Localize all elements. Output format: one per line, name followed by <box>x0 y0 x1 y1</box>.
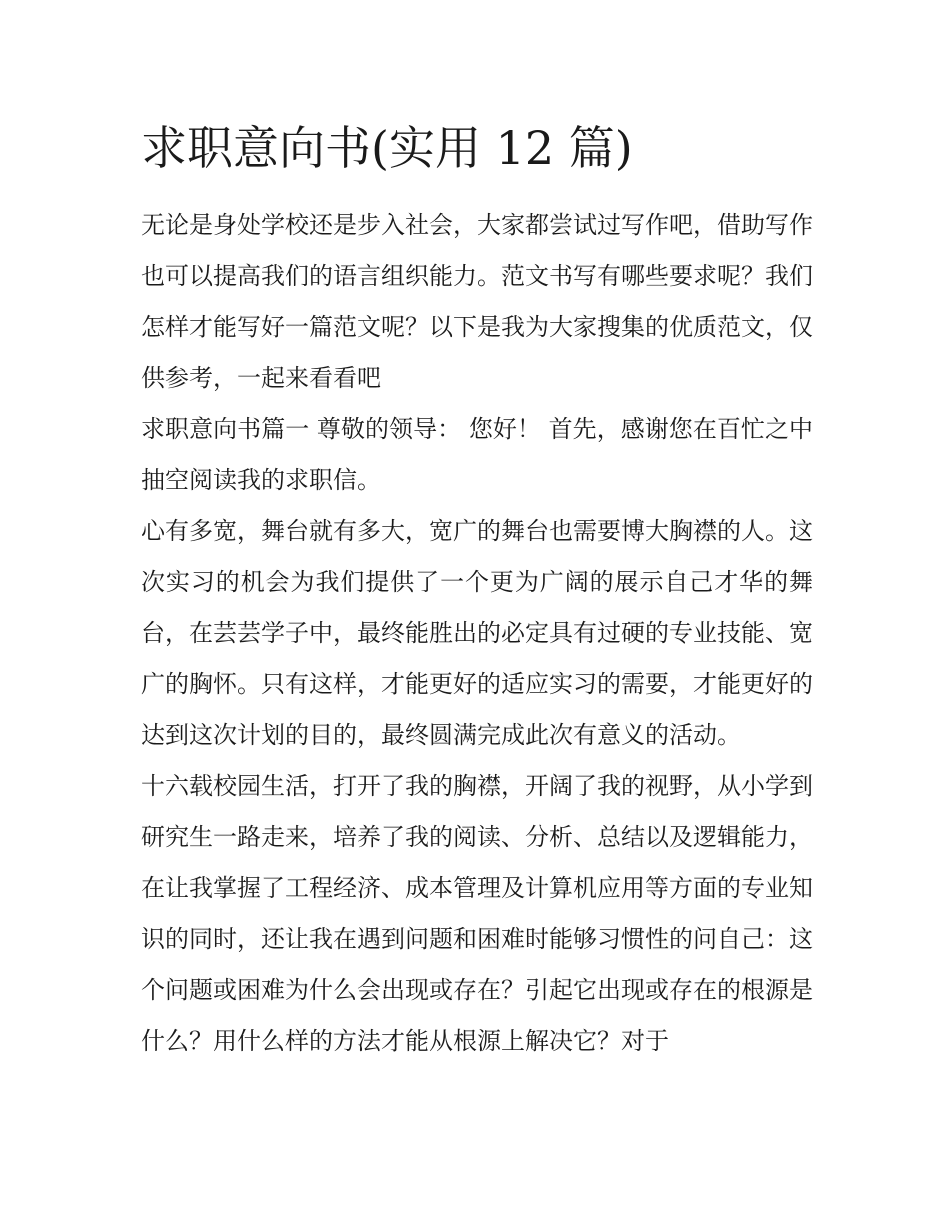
document-title: 求职意向书(实用 12 篇) <box>141 121 633 175</box>
document-body <box>141 112 813 1067</box>
body-paragraph: 心有多宽，舞台就有多大，宽广的舞台也需要博大胸襟的人。这次实习的机会为我们提供了一个更为广阔的展示自己才华的舞台，在芸芸学子中，最终能胜出的必定具有过硬的专业技能、宽广的胸怀。只有这样，才能更好的适应实习的需要，才能更好的达到这次计划的目的，最终圆满完成此次有意义的活动。 <box>141 517 813 749</box>
intro-paragraph: 无论是身处学校还是步入社会，大家都尝试过写作吧，借助写作也可以提高我们的语言组织能力。范文书写有哪些要求呢？我们怎样才能写好一篇范文呢？以下是我为大家搜集的优质范文，仅供参考，一起来看看吧 <box>141 211 813 392</box>
body-paragraph: 十六载校园生活，打开了我的胸襟，开阔了我的视野，从小学到研究生一路走来，培养了我的阅读、分析、总结以及逻辑能力，在让我掌握了工程经济、成本管理及计算机应用等方面的专业知识的同时，还让我在遇到问题和困难时能够习惯性的问自己：这个问题或困难为什么会出现或存在？引起它出现或存在的根源是什么？用什么样的方法才能从根源上解决它？对于 <box>141 772 813 1055</box>
letter-opening-paragraph: 求职意向书篇一 尊敬的领导： 您好！ 首先，感谢您在百忙之中抽空阅读我的求职信。 <box>141 415 813 494</box>
